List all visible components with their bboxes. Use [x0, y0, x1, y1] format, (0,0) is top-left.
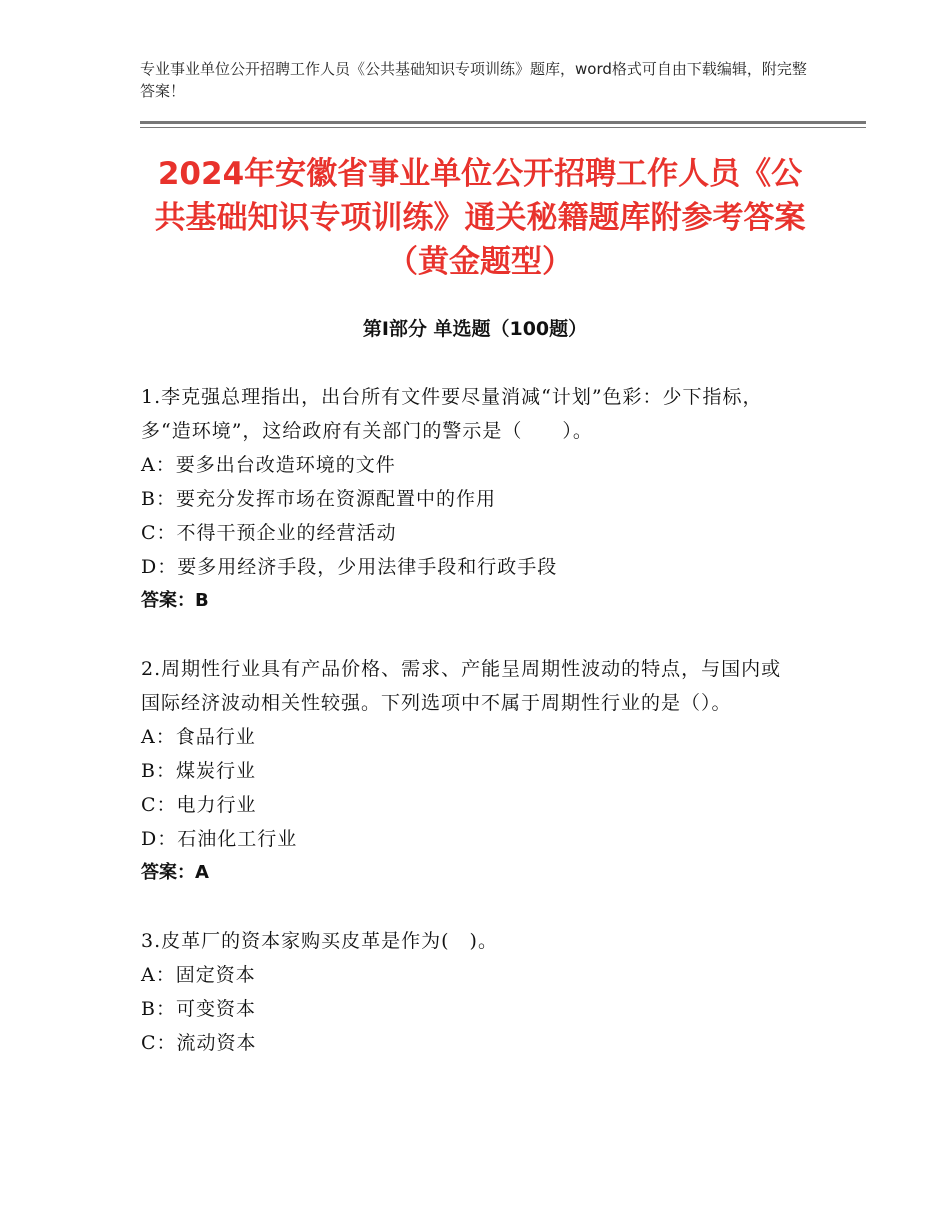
question-2 — [141, 652, 801, 890]
answer: 答案：B — [141, 590, 209, 611]
option-a: A：食品行业 — [141, 726, 256, 748]
answer: 答案：A — [141, 862, 209, 883]
option-b: B：可变资本 — [141, 998, 256, 1020]
option-d: D：石油化工行业 — [141, 828, 298, 850]
section-heading: 第Ⅰ部分 单选题（100题） — [362, 318, 588, 340]
question-text: 2.周期性行业具有产品价格、需求、产能呈周期性波动的特点，与国内或国际经济波动相关性较强。下列选项中不属于周期性行业的是（）。 — [141, 658, 782, 714]
question-list — [141, 380, 801, 1094]
header-note: 专业事业单位公开招聘工作人员《公共基础知识专项训练》题库，word格式可自由下载编辑，附完整答案！ — [140, 60, 807, 100]
header-divider — [140, 121, 866, 124]
option-c: C：不得干预企业的经营活动 — [141, 522, 397, 544]
question-text: 1.李克强总理指出，出台所有文件要尽量消减“计划”色彩：少下指标，多“造环境”，这给政府有关部门的警示是（ ）。 — [141, 386, 763, 442]
option-b: B：煤炭行业 — [141, 760, 256, 782]
option-d: D：要多用经济手段，少用法律手段和行政手段 — [141, 556, 558, 578]
header-divider-thin — [140, 127, 866, 128]
question-1 — [141, 380, 801, 618]
option-a: A：固定资本 — [141, 964, 256, 986]
option-c: C：电力行业 — [141, 794, 257, 816]
option-c: C：流动资本 — [141, 1032, 257, 1054]
option-b: B：要充分发挥市场在资源配置中的作用 — [141, 488, 496, 510]
question-text: 3.皮革厂的资本家购买皮革是作为( )。 — [141, 930, 498, 952]
option-a: A：要多出台改造环境的文件 — [141, 454, 396, 476]
document-title: 2024年安徽省事业单位公开招聘工作人员《公共基础知识专项训练》通关秘籍题库附参考答案（黄金题型） — [154, 156, 806, 280]
question-3 — [141, 924, 801, 1060]
